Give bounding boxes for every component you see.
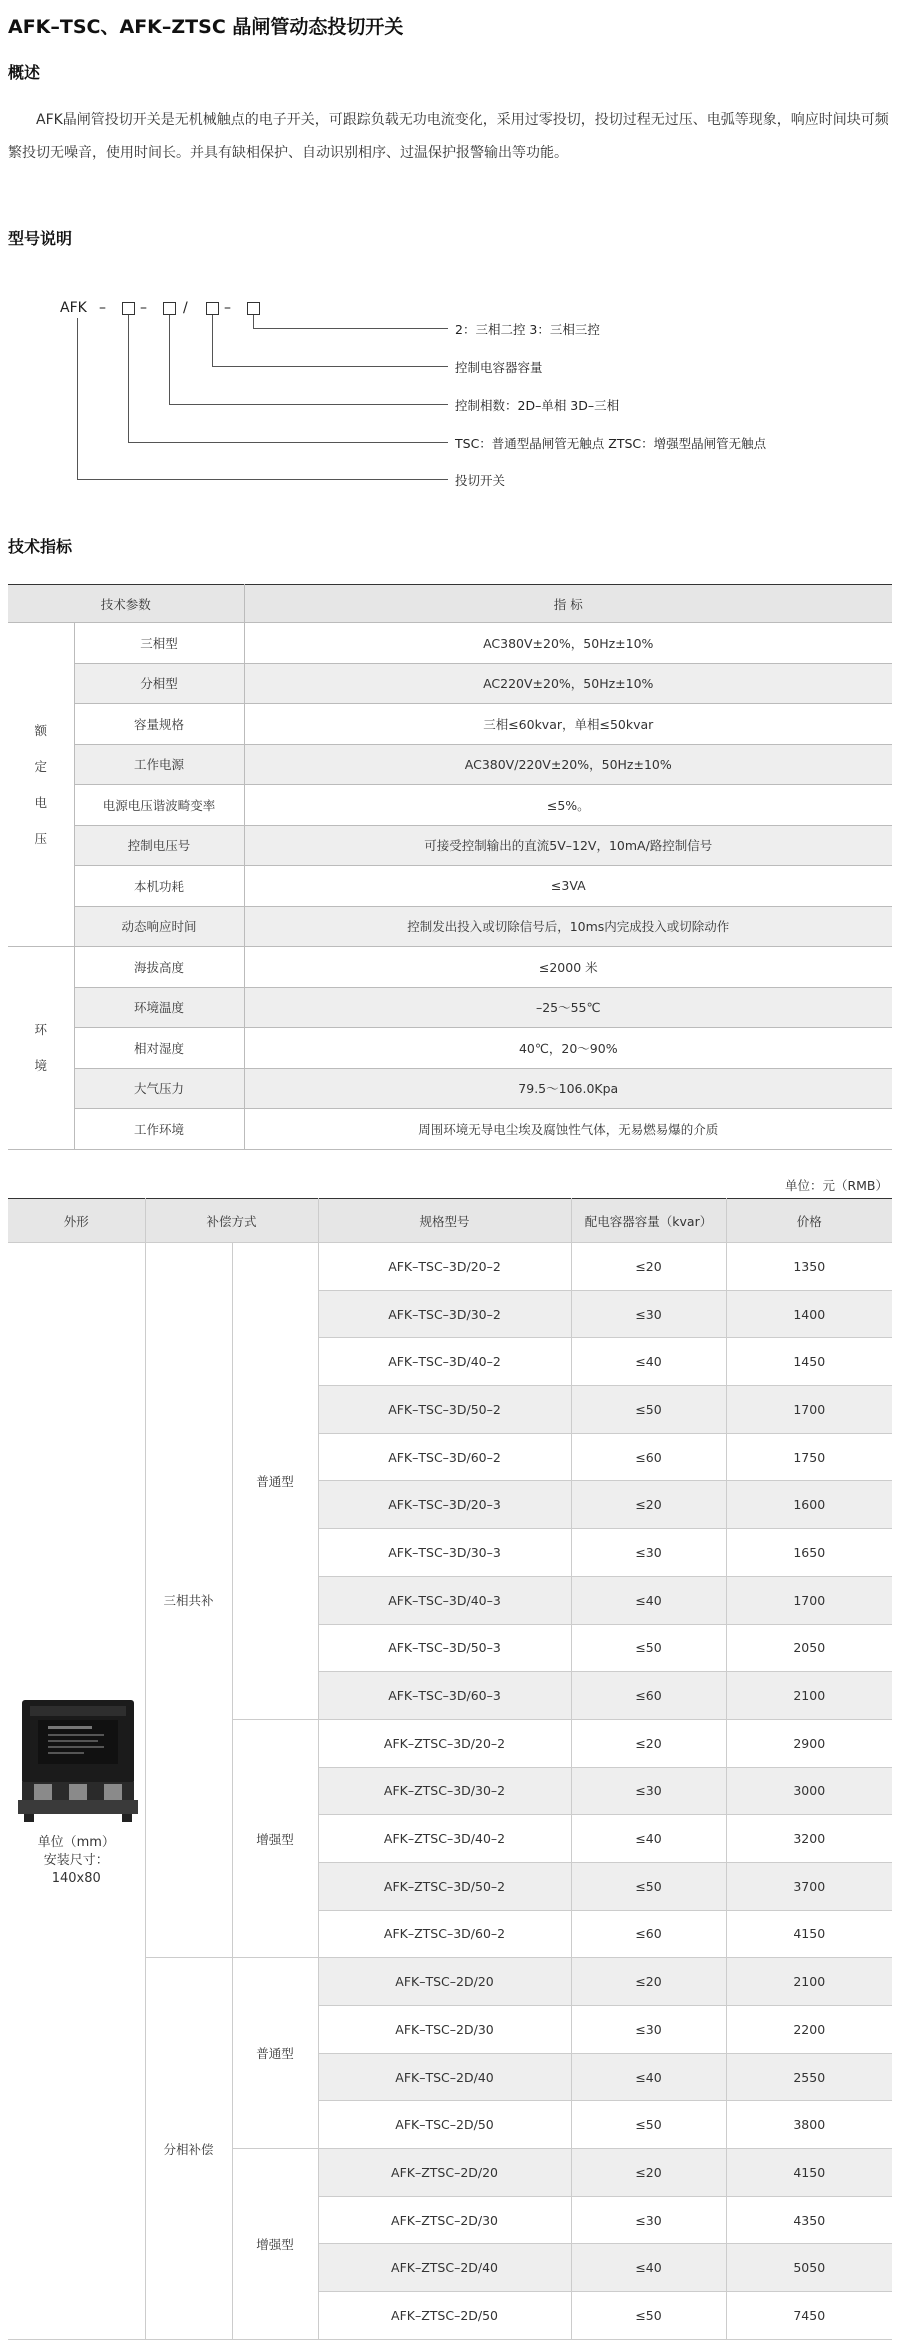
price-table [8, 1198, 892, 2340]
price-cell: 1350 [726, 1243, 892, 1291]
model-dash: – [224, 300, 231, 316]
model-label-control-mode: 2：三相二控 3：三相三控 [455, 322, 600, 337]
spec-value: ≤5%。 [244, 785, 892, 826]
page-title: AFK–TSC、AFK–ZTSC 晶闸管动态投切开关 [8, 16, 404, 38]
leader-line [212, 315, 213, 366]
price-cell: 1700 [726, 1386, 892, 1434]
cap-cell: ≤40 [571, 1338, 726, 1386]
model-box-switch [122, 302, 135, 315]
spec-param: 动态响应时间 [74, 906, 244, 947]
cap-cell: ≤40 [571, 2053, 726, 2101]
model-cell: AFK–TSC–2D/40 [318, 2053, 571, 2101]
spec-param: 控制电压号 [74, 825, 244, 866]
comp-split-phase: 分相补偿 [145, 1958, 232, 2340]
model-cell: AFK–ZTSC–2D/50 [318, 2292, 571, 2340]
model-cell: AFK–TSC–3D/60–3 [318, 1672, 571, 1720]
price-header-model: 规格型号 [318, 1199, 571, 1243]
leader-line [128, 442, 448, 443]
shape-unit: 单位（mm） [37, 1834, 115, 1850]
spec-value: ≤3VA [244, 866, 892, 907]
cap-cell: ≤20 [571, 1243, 726, 1291]
price-cell: 1400 [726, 1290, 892, 1338]
cap-cell: ≤40 [571, 1815, 726, 1863]
cap-cell: ≤60 [571, 1910, 726, 1958]
model-cell: AFK–TSC–2D/30 [318, 2006, 571, 2054]
price-cell: 2900 [726, 1719, 892, 1767]
spec-group-environment: 环 境 [8, 947, 74, 1150]
thyristor-switch-illustration [8, 1694, 148, 1824]
model-cell: AFK–TSC–3D/20–2 [318, 1243, 571, 1291]
price-cell: 1450 [726, 1338, 892, 1386]
model-cell: AFK–TSC–2D/20 [318, 1958, 571, 2006]
price-cell: 2100 [726, 1958, 892, 2006]
type-normal: 普通型 [232, 1958, 318, 2149]
model-cell: AFK–TSC–3D/50–3 [318, 1624, 571, 1672]
cap-cell: ≤20 [571, 1481, 726, 1529]
model-cell: AFK–TSC–3D/30–2 [318, 1290, 571, 1338]
model-cell: AFK–ZTSC–3D/40–2 [318, 1815, 571, 1863]
spec-value: 40℃，20～90% [244, 1028, 892, 1069]
spec-param: 大气压力 [74, 1068, 244, 1109]
cap-cell: ≤50 [571, 2101, 726, 2149]
cap-cell: ≤60 [571, 1433, 726, 1481]
model-slash: / [183, 300, 188, 316]
spec-header-param: 技术参数 [8, 585, 244, 623]
model-cell: AFK–ZTSC–3D/50–2 [318, 1862, 571, 1910]
model-diagram [0, 290, 900, 510]
cap-cell: ≤30 [571, 1767, 726, 1815]
price-cell: 2550 [726, 2053, 892, 2101]
leader-line [253, 328, 448, 329]
cap-cell: ≤30 [571, 1529, 726, 1577]
price-cell: 2100 [726, 1672, 892, 1720]
cap-cell: ≤30 [571, 1290, 726, 1338]
price-cell: 3700 [726, 1862, 892, 1910]
cap-cell: ≤20 [571, 1958, 726, 2006]
model-cell: AFK–ZTSC–2D/20 [318, 2149, 571, 2197]
spec-param: 工作环境 [74, 1109, 244, 1150]
model-cell: AFK–TSC–3D/40–2 [318, 1338, 571, 1386]
tech-heading: 技术指标 [8, 537, 73, 556]
spec-value: –25～55℃ [244, 987, 892, 1028]
price-cell: 3200 [726, 1815, 892, 1863]
type-enhanced: 增强型 [232, 2149, 318, 2340]
model-dash: – [99, 300, 106, 316]
price-cell: 4150 [726, 2149, 892, 2197]
model-cell: AFK–TSC–3D/40–3 [318, 1576, 571, 1624]
model-box-control [247, 302, 260, 315]
price-cell: 1700 [726, 1576, 892, 1624]
model-cell: AFK–ZTSC–3D/30–2 [318, 1767, 571, 1815]
spec-param: 工作电源 [74, 744, 244, 785]
spec-param: 环境温度 [74, 987, 244, 1028]
model-cell: AFK–ZTSC–2D/40 [318, 2244, 571, 2292]
type-enhanced: 增强型 [232, 1719, 318, 1957]
price-cell: 1750 [726, 1433, 892, 1481]
product-image [8, 1694, 148, 1824]
model-cell: AFK–ZTSC–2D/30 [318, 2196, 571, 2244]
shape-size-label: 安装尺寸： [43, 1852, 109, 1868]
spec-param: 电源电压谐波畸变率 [74, 785, 244, 826]
spec-param: 分相型 [74, 663, 244, 704]
price-unit: 单位：元（RMB） [784, 1178, 888, 1193]
model-cell: AFK–ZTSC–3D/20–2 [318, 1719, 571, 1767]
spec-group-rated-voltage: 额 定 电 压 [8, 623, 74, 947]
spec-value: ≤2000 米 [244, 947, 892, 988]
spec-value: 三相≤60kvar，单相≤50kvar [244, 704, 892, 745]
cap-cell: ≤40 [571, 1576, 726, 1624]
spec-value: AC380V/220V±20%，50Hz±10% [244, 744, 892, 785]
price-cell: 3000 [726, 1767, 892, 1815]
spec-value: 可接受控制输出的直流5V–12V，10mA/路控制信号 [244, 825, 892, 866]
overview-text: AFK晶闸管投切开关是无机械触点的电子开关，可跟踪负载无功电流变化，采用过零投切，投切过程无过压、电弧等现象，响应时间块可频繁投切无噪音，使用时间长。并具有缺相保护、自动识别相序、过温保护报警输出等功能。 [8, 112, 889, 161]
price-header-cap: 配电容器容量（kvar） [571, 1199, 726, 1243]
price-cell: 5050 [726, 2244, 892, 2292]
price-cell: 7450 [726, 2292, 892, 2340]
cap-cell: ≤20 [571, 1719, 726, 1767]
spec-param: 三相型 [74, 623, 244, 664]
cap-cell: ≤30 [571, 2006, 726, 2054]
price-header-price: 价格 [726, 1199, 892, 1243]
cap-cell: ≤40 [571, 2244, 726, 2292]
model-cell: AFK–TSC–3D/30–3 [318, 1529, 571, 1577]
leader-line [77, 318, 78, 479]
model-box-phase [163, 302, 176, 315]
spec-value: AC380V±20%，50Hz±10% [244, 623, 892, 664]
spec-value: AC220V±20%，50Hz±10% [244, 663, 892, 704]
spec-value: 控制发出投入或切除信号后，10ms内完成投入或切除动作 [244, 906, 892, 947]
spec-param: 海拔高度 [74, 947, 244, 988]
leader-line [169, 404, 448, 405]
model-cell: AFK–ZTSC–3D/60–2 [318, 1910, 571, 1958]
price-cell: 4350 [726, 2196, 892, 2244]
model-label-switch: 投切开关 [455, 473, 506, 488]
spec-param: 容量规格 [74, 704, 244, 745]
model-cell: AFK–TSC–3D/50–2 [318, 1386, 571, 1434]
price-cell: 4150 [726, 1910, 892, 1958]
price-cell: 1650 [726, 1529, 892, 1577]
cap-cell: ≤30 [571, 2196, 726, 2244]
model-dash: – [140, 300, 147, 316]
price-cell: 2200 [726, 2006, 892, 2054]
comp-three-phase: 三相共补 [145, 1243, 232, 1958]
model-cell: AFK–TSC–3D/60–2 [318, 1433, 571, 1481]
leader-line [128, 315, 129, 442]
spec-param: 本机功耗 [74, 866, 244, 907]
type-normal: 普通型 [232, 1243, 318, 1720]
model-cell: AFK–TSC–2D/50 [318, 2101, 571, 2149]
shape-size: 140x80 [51, 1870, 101, 1886]
cap-cell: ≤50 [571, 1862, 726, 1910]
shape-cell [8, 1243, 145, 2340]
model-box-capacity [206, 302, 219, 315]
price-header-comp: 补偿方式 [145, 1199, 318, 1243]
cap-cell: ≤50 [571, 1624, 726, 1672]
spec-param: 相对湿度 [74, 1028, 244, 1069]
price-cell: 3800 [726, 2101, 892, 2149]
tech-spec-table [8, 584, 892, 1150]
cap-cell: ≤60 [571, 1672, 726, 1720]
model-label-phase: 控制相数：2D–单相 3D–三相 [455, 398, 620, 413]
leader-line [253, 315, 254, 328]
model-prefix: AFK [60, 300, 87, 316]
leader-line [212, 366, 448, 367]
cap-cell: ≤50 [571, 1386, 726, 1434]
model-heading: 型号说明 [8, 229, 73, 248]
spec-header-value: 指 标 [244, 585, 892, 623]
leader-line [169, 315, 170, 404]
overview-heading: 概述 [8, 63, 41, 82]
model-label-type: TSC：普通型晶闸管无触点 ZTSC：增强型晶闸管无触点 [455, 436, 767, 451]
model-label-capacity: 控制电容器容量 [455, 360, 543, 375]
spec-value: 79.5～106.0Kpa [244, 1068, 892, 1109]
cap-cell: ≤20 [571, 2149, 726, 2197]
leader-line [77, 479, 448, 480]
price-header-shape: 外形 [8, 1199, 145, 1243]
model-cell: AFK–TSC–3D/20–3 [318, 1481, 571, 1529]
price-cell: 1600 [726, 1481, 892, 1529]
cap-cell: ≤50 [571, 2292, 726, 2340]
price-cell: 2050 [726, 1624, 892, 1672]
spec-value: 周围环境无导电尘埃及腐蚀性气体，无易燃易爆的介质 [244, 1109, 892, 1150]
